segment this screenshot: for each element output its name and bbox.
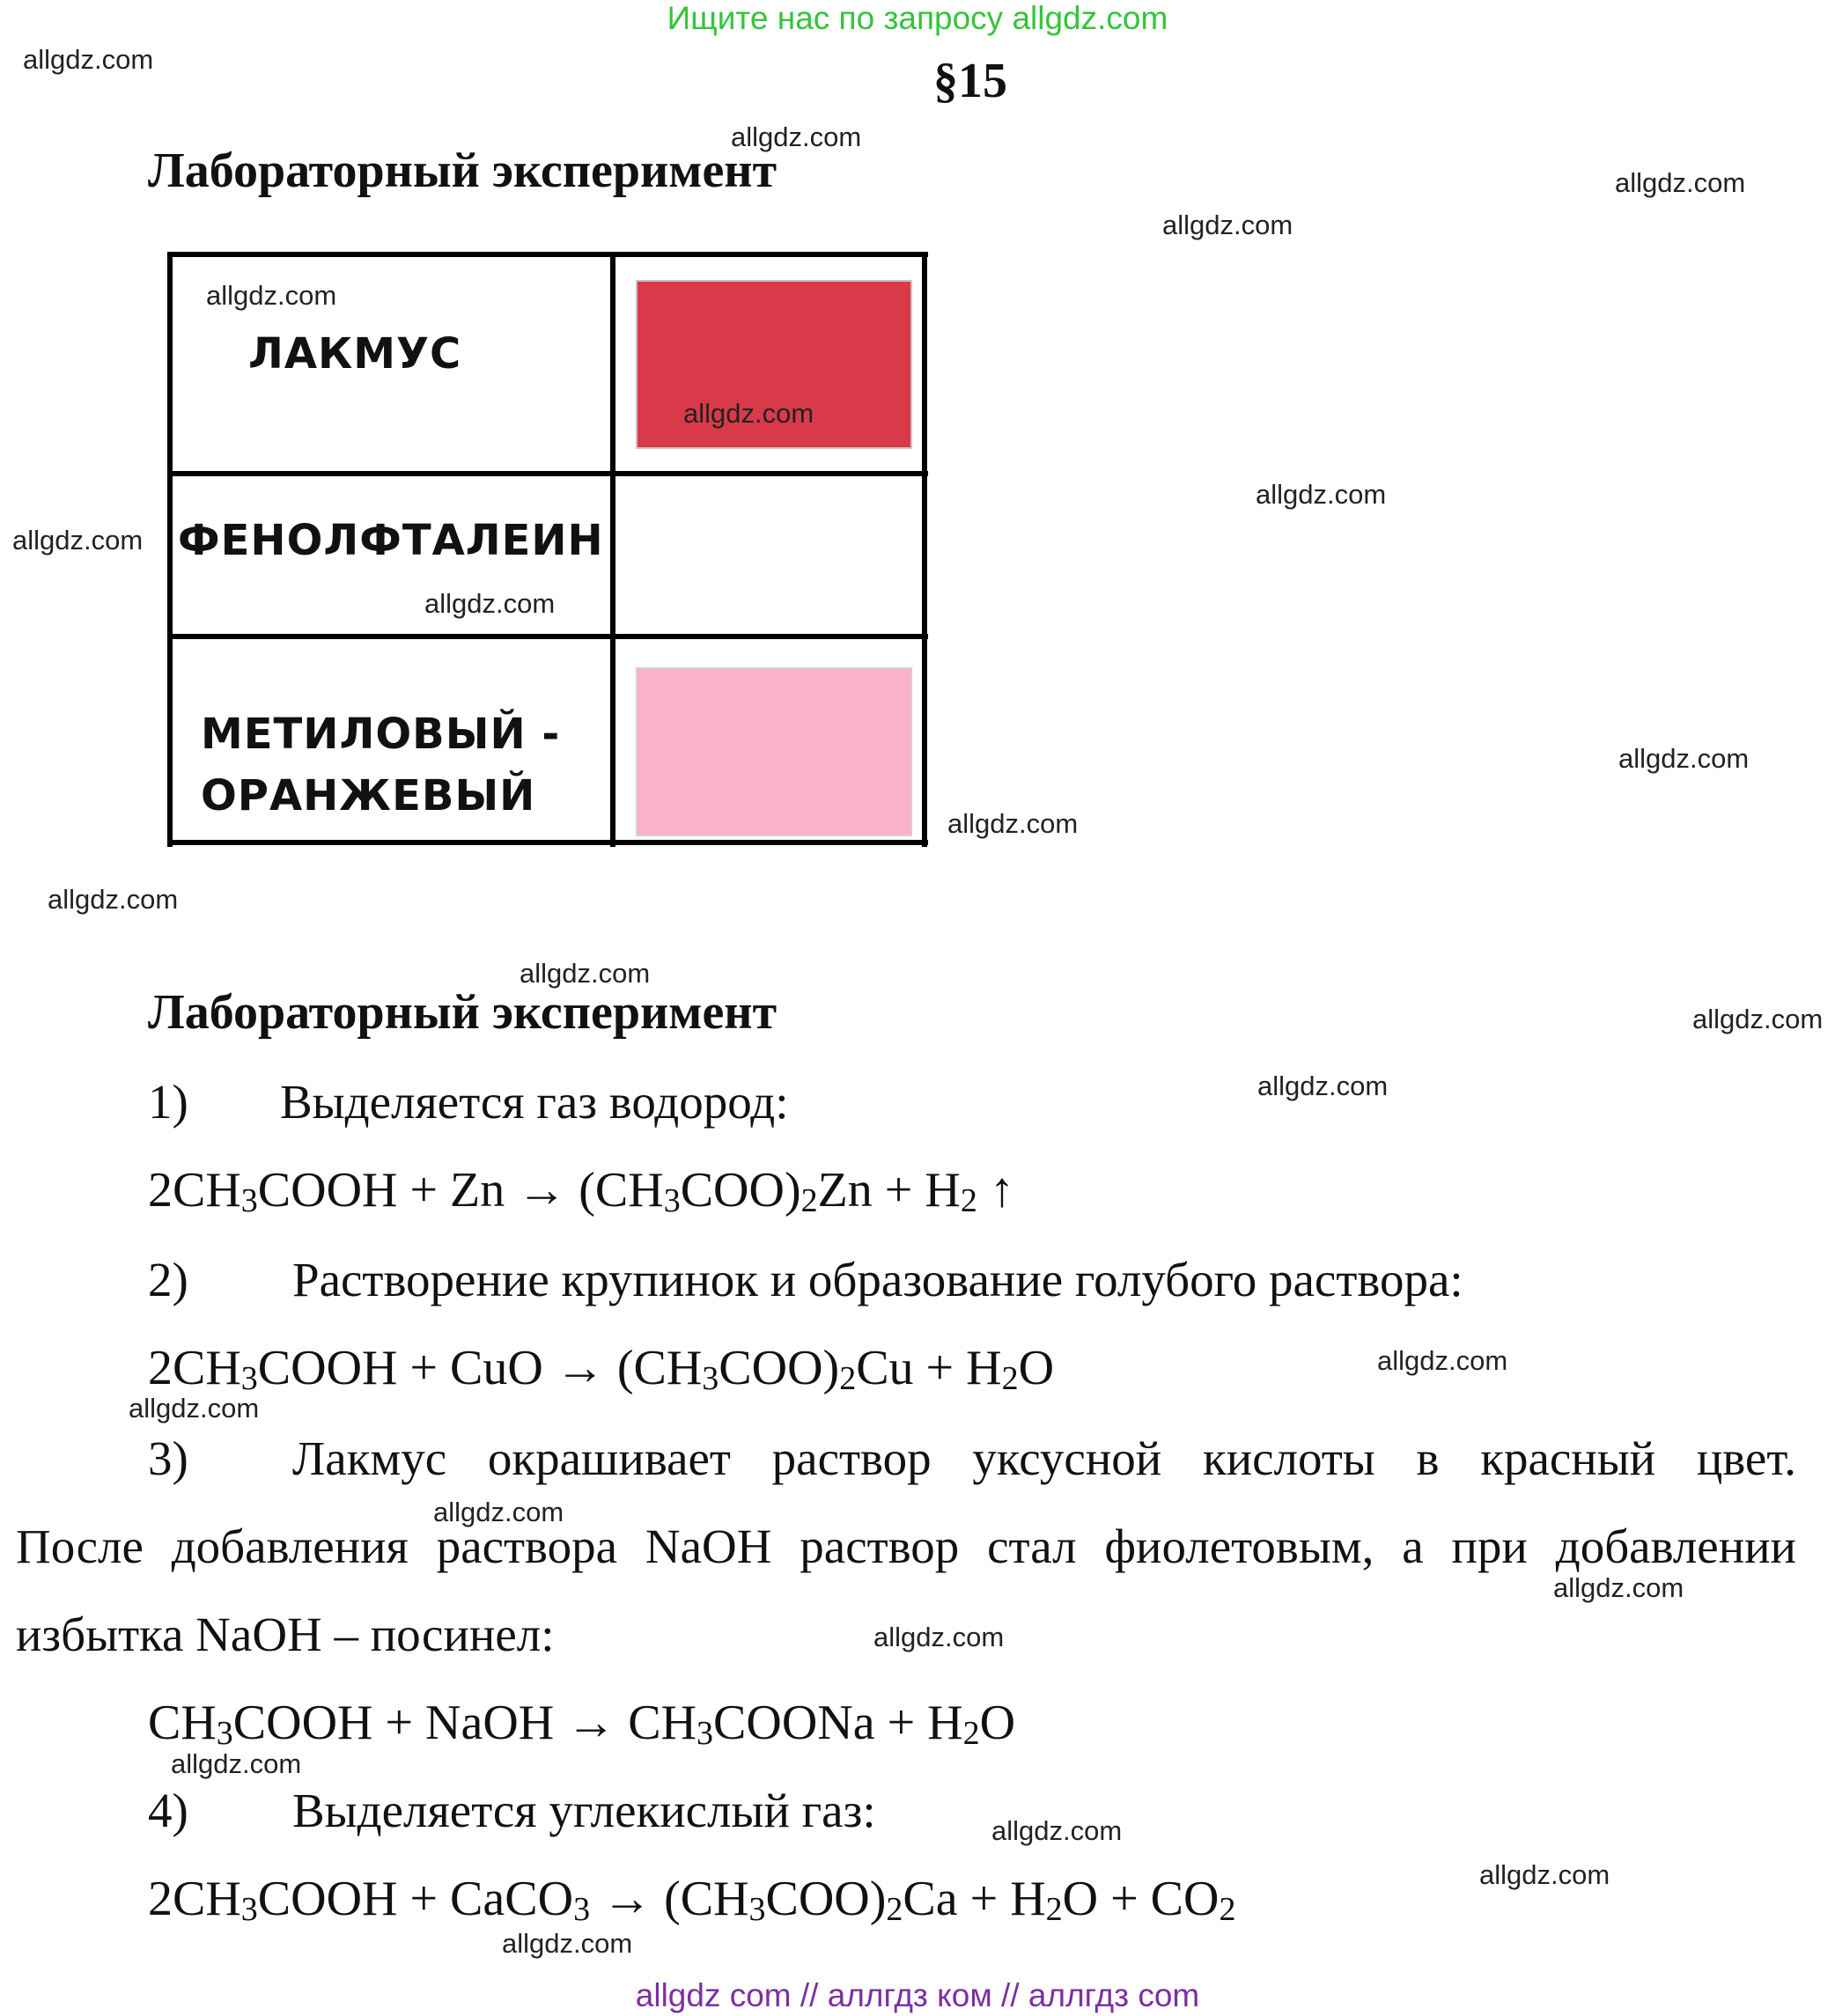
row-label-methyl-orange-2: ОРАНЖЕВЫЙ: [201, 771, 536, 820]
item-4-number: 4): [148, 1784, 188, 1837]
watermark: allgdz.com: [424, 588, 556, 619]
watermark: allgdz.com: [1553, 1572, 1684, 1603]
watermark: allgdz.com: [502, 1928, 633, 1959]
watermark: allgdz.com: [947, 808, 1079, 839]
equation-2: $2CH_3COOH$ + CuO → $(CH_3COO)_2Cu + H_2O$: [148, 1341, 1055, 1397]
watermark: allgdz.com: [171, 1748, 302, 1779]
watermark: allgdz.com: [991, 1815, 1123, 1846]
section-title: §15: [933, 54, 1007, 108]
watermark: allgdz.com: [206, 280, 337, 311]
watermark: allgdz.com: [433, 1497, 564, 1527]
item-3-text-line3: избытка NaOH – посинел:: [16, 1608, 555, 1661]
top-banner: Ищите нас по запросу allgdz.com: [667, 0, 1168, 36]
watermark: allgdz.com: [873, 1622, 1005, 1652]
watermark: allgdz.com: [1256, 479, 1387, 510]
equation-3: $CH_3COOH$ + NaOH → $CH_3COONa + H_2O$: [148, 1696, 1016, 1752]
item-3-text-line2: После добавления раствора NaOH раствор стал фиолетовым, а при добавлении: [16, 1519, 1796, 1573]
watermark: allgdz.com: [683, 398, 814, 429]
item-4-text: Выделяется углекислый газ:: [292, 1784, 876, 1837]
watermark: allgdz.com: [48, 884, 179, 915]
watermark: allgdz.com: [1162, 210, 1293, 240]
watermark: allgdz.com: [731, 121, 862, 152]
watermark: allgdz.com: [1615, 167, 1746, 198]
watermark: allgdz.com: [1257, 1071, 1389, 1101]
watermark: allgdz.com: [1692, 1004, 1824, 1034]
heading-lab-1: Лабораторный эксперимент: [148, 143, 777, 198]
item-2-number: 2): [148, 1253, 188, 1306]
item-1-text: Выделяется газ водород:: [280, 1075, 789, 1129]
methyl-orange-color-swatch: [636, 667, 912, 836]
watermark: allgdz.com: [129, 1393, 260, 1424]
watermark: allgdz.com: [23, 44, 154, 75]
watermark: allgdz.com: [1479, 1859, 1610, 1890]
watermark: allgdz.com: [1618, 743, 1750, 774]
watermark: allgdz.com: [1377, 1345, 1508, 1376]
item-3-number: 3): [148, 1431, 188, 1485]
item-2-text: Растворение крупинок и образование голубого раствора:: [292, 1253, 1463, 1306]
item-3-text-line1: Лакмус окрашивает раствор уксусной кислоты в красный цвет.: [292, 1431, 1796, 1485]
bottom-banner: allgdz com // аллгдз ком // аллгдз com: [635, 1977, 1200, 2013]
watermark: allgdz.com: [520, 958, 651, 989]
item-1-number: 1): [148, 1075, 188, 1129]
equation-1: $2CH_3COOH + Zn \to (CH_3COO)_2Zn + H_2$ ↑: [148, 1163, 1014, 1219]
row-label-methyl-orange-1: МЕТИЛОВЫЙ -: [201, 710, 561, 759]
equation-4: $2CH_3COOH$ + CaCO$_3$ → $(CH_3COO)_2Ca + H_2O + CO_2$: [148, 1872, 1236, 1928]
indicator-table: [167, 252, 928, 847]
row-label-litmus: ЛАКМУС: [248, 329, 462, 379]
row-label-phenolphthalein: ФЕНОЛФТАЛЕИН: [178, 516, 604, 565]
heading-lab-2: Лабораторный эксперимент: [148, 985, 777, 1040]
watermark: allgdz.com: [12, 525, 144, 556]
